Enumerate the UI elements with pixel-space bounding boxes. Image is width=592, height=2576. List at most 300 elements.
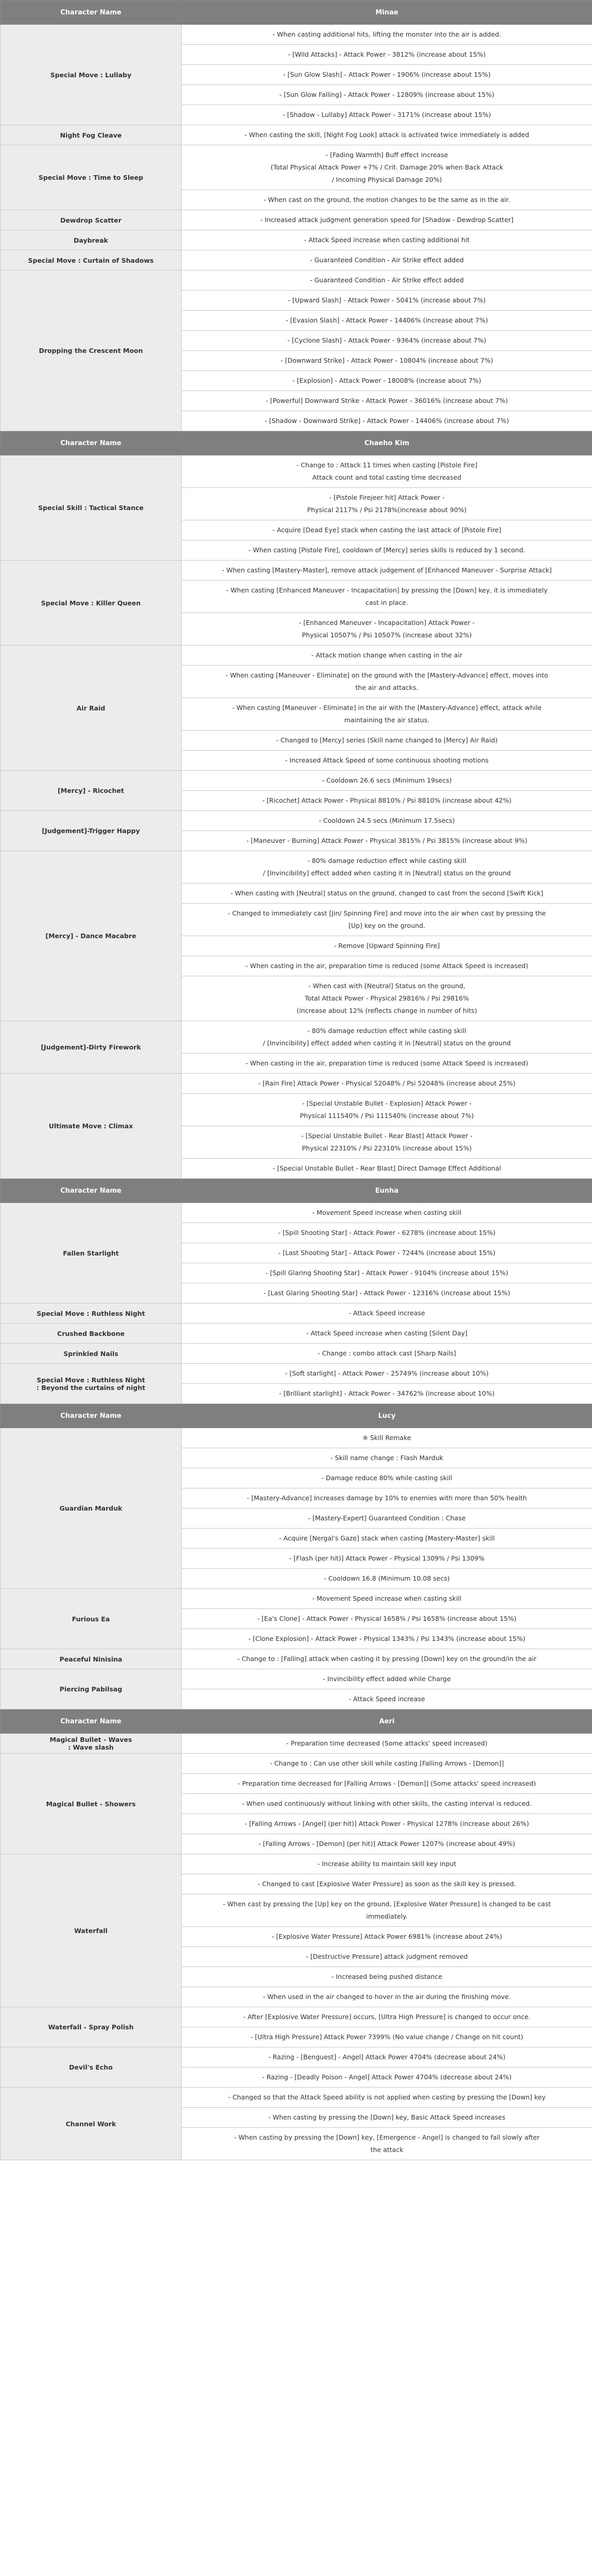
description-line: - [Sun Glow Falling] - Attack Power - 12809% (increase about 15%) bbox=[279, 91, 495, 98]
description-line: - [Spill Glaring Shooting Star] - Attack Power - 9104% (increase about 15%) bbox=[265, 1269, 509, 1277]
skill-name bbox=[1, 561, 182, 646]
description-line: - [Downward Strike] - Attack Power - 10804% (increase about 7%) bbox=[281, 357, 493, 364]
description-line: - Changed to immediately cast [Jin/ Spinning Fire] and move into the air when cast by pressing the bbox=[228, 909, 546, 917]
skill-name-line: Special Move : Lullaby bbox=[50, 71, 132, 79]
description-line: - When casting by pressing the [Down] key, [Emergence - Angel] is changed to fall slowly after bbox=[234, 2133, 540, 2141]
skill-change-description bbox=[182, 1774, 592, 1794]
description-line: - When casting [Maneuver - Eliminate] in the air with the [Mastery-Advance] effect, attack while bbox=[232, 704, 542, 711]
description-line: - Invincibility effect added while Charge bbox=[323, 1675, 451, 1683]
table-row bbox=[1, 2007, 592, 2027]
skill-change-description bbox=[182, 1384, 592, 1404]
skill-change-description bbox=[182, 85, 592, 105]
description-line: - [Destructive Pressure] attack judgment removed bbox=[306, 1953, 468, 1960]
skill-name bbox=[1, 1649, 182, 1669]
skill-change-description bbox=[182, 411, 592, 431]
table-row bbox=[1, 1203, 592, 1223]
skill-change-description bbox=[182, 1549, 592, 1569]
table-row bbox=[1, 1428, 592, 1448]
skill-name bbox=[1, 1303, 182, 1324]
skill-change-description bbox=[182, 1734, 592, 1754]
description-line: - Increase ability to maintain skill key input bbox=[317, 1860, 457, 1868]
skill-change-description bbox=[182, 1243, 592, 1263]
skill-name bbox=[1, 1428, 182, 1589]
skill-name-line: Waterfall bbox=[74, 1926, 108, 1935]
header-row-aeri bbox=[1, 1709, 592, 1734]
column-header-character-name: Character Name bbox=[1, 1709, 182, 1734]
skill-change-description bbox=[182, 1468, 592, 1488]
description-line: - [Rain Fire] Attack Power - Physical 52048% / Psi 52048% (increase about 25%) bbox=[258, 1079, 516, 1087]
skill-change-description bbox=[182, 936, 592, 956]
skill-change-description bbox=[182, 230, 592, 250]
skill-change-description bbox=[182, 1794, 592, 1814]
description-line: - Attack Speed increase when casting [Silent Day] bbox=[306, 1329, 467, 1337]
description-line: / Incoming Physical Damage 20%) bbox=[332, 176, 442, 183]
skill-change-description bbox=[182, 1529, 592, 1549]
table-row bbox=[1, 811, 592, 831]
skill-change-description bbox=[182, 1203, 592, 1223]
skill-name-line: Night Fog Cleave bbox=[60, 131, 122, 139]
table-row bbox=[1, 210, 592, 230]
skill-name bbox=[1, 1364, 182, 1404]
description-line: - [Ultra High Pressure] Attack Power 7399% (No value change / Change on hit count) bbox=[250, 2033, 524, 2041]
description-line: - [Maneuver - Burning] Attack Power - Physical 3815% / Psi 3815% (increase about 9%) bbox=[246, 837, 528, 844]
skill-change-description bbox=[182, 2047, 592, 2067]
skill-name bbox=[1, 2088, 182, 2160]
skill-change-description bbox=[182, 1159, 592, 1179]
skill-name-line: Guardian Marduk bbox=[59, 1504, 123, 1512]
skill-name bbox=[1, 1589, 182, 1649]
skill-change-description bbox=[182, 2027, 592, 2047]
description-line: - Movement Speed increase when casting skill bbox=[312, 1209, 462, 1216]
skill-change-description bbox=[182, 65, 592, 85]
skill-name bbox=[1, 851, 182, 1021]
skill-name-line: : Wave slash bbox=[68, 1743, 114, 1751]
description-line: - When casting [Enhanced Maneuver - Incapacitation] by pressing the [Down] key, it is immediately bbox=[226, 586, 548, 594]
skill-name-line: Special Move : Curtain of Shadows bbox=[28, 256, 154, 264]
skill-change-description bbox=[182, 1344, 592, 1364]
table-row bbox=[1, 1303, 592, 1324]
description-line: - [Last Shooting Star] - Attack Power - 7244% (increase about 15%) bbox=[278, 1249, 496, 1257]
skill-change-description bbox=[182, 1609, 592, 1629]
description-line: Total Attack Power - Physical 29816% / Psi 29816% bbox=[305, 994, 469, 1002]
description-line: - Cooldown 26.6 secs (Minimum 19secs) bbox=[322, 776, 452, 784]
column-header-character-name: Character Name bbox=[1, 1404, 182, 1428]
table-row bbox=[1, 646, 592, 666]
table-row bbox=[1, 1021, 592, 1054]
skill-change-description bbox=[182, 45, 592, 65]
description-line: [Up] key on the ground. bbox=[349, 922, 425, 929]
description-line: - Changed to [Mercy] series (Skill name changed to [Mercy] Air Raid) bbox=[276, 736, 498, 744]
description-line: (increase about 12% (reflects change in number of hits) bbox=[297, 1007, 477, 1014]
description-line: - 80% damage reduction effect while casting skill bbox=[307, 1027, 466, 1035]
skill-change-description bbox=[182, 666, 592, 698]
table-row bbox=[1, 2047, 592, 2067]
description-line: / [Invincibility] effect added when casting it in [Neutral] status on the ground bbox=[263, 869, 511, 877]
description-line: - Preparation time decreased for [Falling Arrows - [Demon]] (Some attacks' speed increased) bbox=[237, 1780, 536, 1787]
skill-change-description bbox=[182, 351, 592, 371]
description-line: the attack bbox=[370, 2146, 404, 2154]
skill-change-description bbox=[182, 1569, 592, 1589]
description-line: maintaining the air status. bbox=[344, 716, 430, 724]
table-row bbox=[1, 230, 592, 250]
skill-name bbox=[1, 811, 182, 851]
description-line: - [Flash (per hit)] Attack Power - Physical 1309% / Psi 1309% bbox=[289, 1554, 485, 1562]
skill-change-description bbox=[182, 1689, 592, 1709]
skill-change-description bbox=[182, 1303, 592, 1324]
skill-name bbox=[1, 145, 182, 210]
description-line: - When used in the air changed to hover in the air during the finishing move. bbox=[263, 1993, 511, 2001]
description-line: - [Pistole Firejeer hit] Attack Power - bbox=[329, 494, 445, 501]
description-line: - [Soft starlight] - Attack Power - 25749% (increase about 10%) bbox=[285, 1369, 489, 1377]
description-line: - [Ricochet] Attack Power - Physical 8810% / Psi 8810% (increase about 42%) bbox=[262, 796, 512, 804]
description-line: - Damage reduce 80% while casting skill bbox=[321, 1474, 452, 1482]
description-line: - Preparation time decreased (Some attacks' speed increased) bbox=[286, 1739, 487, 1747]
description-line: - When casting in the air, preparation time is reduced (some Attack Speed is increased) bbox=[246, 962, 528, 970]
skill-change-description bbox=[182, 831, 592, 851]
skill-name-line: Special Move : Killer Queen bbox=[41, 599, 141, 607]
header-row-chaeho-kim bbox=[1, 431, 592, 455]
skill-name bbox=[1, 1734, 182, 1754]
skill-change-description bbox=[182, 851, 592, 884]
skill-change-description bbox=[182, 613, 592, 646]
description-line: - [Mastery-Advance] Increases damage by 10% to enemies with more than 50% health bbox=[247, 1494, 527, 1502]
skill-change-description bbox=[182, 190, 592, 210]
skill-change-description bbox=[182, 488, 592, 520]
description-line: - [Special Unstable Bullet - Explosion] Attack Power - bbox=[302, 1099, 472, 1107]
description-line: - Guaranteed Condition - Air Strike effect added bbox=[310, 276, 464, 284]
table-row bbox=[1, 25, 592, 45]
description-line: - [Falling Arrows - [Demon] (per hit)] Attack Power 1207% (increase about 49%) bbox=[258, 1840, 515, 1848]
skill-change-description bbox=[182, 1589, 592, 1609]
description-line: - [Sun Glow Slash] - Attack Power - 1906% (increase about 15%) bbox=[283, 71, 491, 78]
description-line: - When used continuously without linking with other skills, the casting interval is reduced. bbox=[242, 1800, 532, 1807]
skill-change-description bbox=[182, 1754, 592, 1774]
skill-name bbox=[1, 1324, 182, 1344]
skill-change-description bbox=[182, 561, 592, 581]
description-line: ※ Skill Remake bbox=[362, 1434, 411, 1442]
description-line: - [Explosive Water Pressure] Attack Power 6981% (increase about 24%) bbox=[271, 1933, 502, 1940]
skill-change-description bbox=[182, 1834, 592, 1854]
skill-change-description bbox=[182, 1223, 592, 1243]
skill-change-description bbox=[182, 125, 592, 145]
table-row bbox=[1, 561, 592, 581]
description-line: - When casting [Maneuver - Eliminate] on the ground with the [Mastery-Advance] effect, moves into bbox=[225, 671, 548, 679]
skill-change-description bbox=[182, 1126, 592, 1159]
table-row bbox=[1, 1734, 592, 1754]
description-line: - [Ea's Clone] - Attack Power - Physical 1658% / Psi 1658% (increase about 15%) bbox=[257, 1615, 517, 1622]
character-name-header: Chaeho Kim bbox=[182, 431, 592, 455]
table-row bbox=[1, 455, 592, 488]
description-line: - When cast with [Neutral] Status on the ground, bbox=[308, 982, 465, 990]
skill-change-description bbox=[182, 331, 592, 351]
skill-name-line: Special Move : Time to Sleep bbox=[38, 174, 144, 181]
column-header-character-name: Character Name bbox=[1, 1, 182, 25]
description-line: immediately. bbox=[366, 1912, 408, 1920]
description-line: - Cooldown 16.8 (Minimum 10.08 secs) bbox=[324, 1574, 450, 1582]
skill-change-description bbox=[182, 1669, 592, 1689]
skill-name-line: Peaceful Ninisina bbox=[59, 1655, 123, 1663]
skill-name bbox=[1, 25, 182, 125]
skill-name bbox=[1, 1344, 182, 1364]
skill-name-line: : Beyond the curtains of night bbox=[36, 1383, 146, 1392]
description-line: - [Mastery-Expert] Guaranteed Condition : Chase bbox=[308, 1514, 466, 1522]
skill-change-description bbox=[182, 1987, 592, 2007]
header-row-lucy bbox=[1, 1404, 592, 1428]
skill-change-description bbox=[182, 270, 592, 291]
skill-change-description bbox=[182, 646, 592, 666]
table-row bbox=[1, 1589, 592, 1609]
table-row bbox=[1, 1344, 592, 1364]
skill-change-description bbox=[182, 455, 592, 488]
skill-name bbox=[1, 2047, 182, 2088]
description-line: - [Shadow - Downward Strike] - Attack Power - 14406% (increase about 7%) bbox=[265, 417, 509, 425]
skill-change-description bbox=[182, 520, 592, 540]
description-line: - Increased Attack Speed of some continuous shooting motions bbox=[285, 756, 489, 764]
description-line: - [Last Glaring Shooting Star] - Attack Power - 12316% (increase about 15%) bbox=[264, 1289, 510, 1297]
description-line: - [Evasion Slash] - Attack Power - 14406% (increase about 7%) bbox=[286, 316, 488, 324]
description-line: - Razing - [Benguest] - Angel] Attack Power 4704% (decrease about 24%) bbox=[268, 2053, 506, 2061]
description-line: - When casting in the air, preparation time is reduced (some Attack Speed is increased) bbox=[246, 1059, 528, 1067]
description-line: - Guaranteed Condition - Air Strike effect added bbox=[310, 256, 464, 264]
skill-change-description bbox=[182, 956, 592, 976]
description-line: / [Invincibility] effect added when casting it in [Neutral] status on the ground bbox=[263, 1039, 511, 1047]
table-row bbox=[1, 2088, 592, 2108]
skill-name bbox=[1, 1754, 182, 1854]
skill-name-line: Dropping the Crescent Moon bbox=[39, 347, 143, 354]
skill-name bbox=[1, 1203, 182, 1303]
skill-change-description bbox=[182, 1324, 592, 1344]
skill-name-line: [Judgement]-Trigger Happy bbox=[42, 827, 140, 835]
skill-name bbox=[1, 771, 182, 811]
description-line: - Acquire [Nergal's Gaze] stack when casting [Mastery-Master] skill bbox=[279, 1534, 495, 1542]
description-line: - Attack Speed increase bbox=[349, 1309, 425, 1317]
patch-notes-body bbox=[1, 1, 592, 2160]
description-line: - Razing - [Deadly Poison - Angel] Attack Power 4704% (decrease about 24%) bbox=[262, 2073, 512, 2081]
skill-name-line: Daybreak bbox=[74, 236, 108, 244]
skill-name bbox=[1, 125, 182, 145]
description-line: - Changed so that the Attack Speed ability is not applied when casting by pressing the [Down] key bbox=[228, 2093, 546, 2101]
description-line: - [Wild Attacks] - Attack Power - 3812% (increase about 15%) bbox=[288, 50, 486, 58]
description-line: - When casting with [Neutral] status on the ground, changed to cast from the second [Swift Kick] bbox=[230, 889, 544, 897]
table-row bbox=[1, 145, 592, 190]
skill-change-description bbox=[182, 581, 592, 613]
skill-change-description bbox=[182, 791, 592, 811]
character-name-header: Aeri bbox=[182, 1709, 592, 1734]
skill-change-description bbox=[182, 210, 592, 230]
skill-change-description bbox=[182, 2067, 592, 2088]
skill-change-description bbox=[182, 771, 592, 791]
table-row bbox=[1, 1854, 592, 1874]
table-row bbox=[1, 250, 592, 270]
description-line: - Remove [Upward Spinning Fire] bbox=[334, 942, 440, 950]
skill-change-description bbox=[182, 1448, 592, 1468]
description-line: - [Powerful] Downward Strike - Attack Power - 36016% (increase about 7%) bbox=[266, 397, 508, 404]
skill-change-description bbox=[182, 811, 592, 831]
skill-name-line: Magical Bullet - Showers bbox=[46, 1800, 136, 1808]
skill-change-description bbox=[182, 904, 592, 936]
skill-change-description bbox=[182, 1021, 592, 1054]
table-row bbox=[1, 771, 592, 791]
skill-name bbox=[1, 455, 182, 561]
description-line: - [Shadow - Lullaby] Attack Power - 3171% (increase about 15%) bbox=[283, 111, 491, 118]
skill-name bbox=[1, 646, 182, 771]
skill-change-description bbox=[182, 1509, 592, 1529]
description-line: Physical 10507% / Psi 10507% (increase about 32%) bbox=[302, 631, 472, 639]
description-line: - [Fading Warmth] Buff effect increase bbox=[325, 151, 448, 159]
skill-change-description bbox=[182, 1967, 592, 1987]
skill-change-description bbox=[182, 1054, 592, 1074]
description-line: - Skill name change : Flash Marduk bbox=[330, 1454, 443, 1462]
skill-change-description bbox=[182, 1649, 592, 1669]
skill-name-line: Channel Work bbox=[65, 2120, 116, 2128]
skill-change-description bbox=[182, 25, 592, 45]
description-line: Attack count and total casting time decreased bbox=[312, 473, 462, 481]
table-row bbox=[1, 1324, 592, 1344]
description-line: - When cast by pressing the [Up] key on the ground, [Explosive Water Pressure] is changed to be cast bbox=[222, 1900, 551, 1908]
character-name-header: Lucy bbox=[182, 1404, 592, 1428]
description-line: Physical 22310% / Psi 22310% (increase about 15%) bbox=[302, 1144, 472, 1152]
skill-change-description bbox=[182, 2007, 592, 2027]
skill-change-description bbox=[182, 391, 592, 411]
skill-change-description bbox=[182, 145, 592, 190]
skill-name-line: Fallen Starlight bbox=[63, 1249, 119, 1257]
table-row bbox=[1, 1364, 592, 1384]
description-line: - Change to : Attack 11 times when casting [Pistole Fire] bbox=[296, 461, 478, 469]
skill-name-line: Devil's Echo bbox=[69, 2063, 113, 2071]
description-line: - [Special Unstable Bullet - Rear Blast] Direct Damage Effect Additional bbox=[272, 1164, 501, 1172]
description-line: (Total Physical Attack Power +7% / Crit. Damage 20% when Back Attack bbox=[270, 163, 503, 171]
skill-name-line: [Mercy] - Ricochet bbox=[58, 787, 124, 794]
skill-name bbox=[1, 1669, 182, 1709]
skill-change-description bbox=[182, 1094, 592, 1126]
skill-change-description bbox=[182, 2088, 592, 2108]
skill-change-description bbox=[182, 1814, 592, 1834]
skill-change-description bbox=[182, 1629, 592, 1649]
description-line: Physical 111540% / Psi 111540% (increase about 7%) bbox=[300, 1112, 474, 1120]
skill-name bbox=[1, 210, 182, 230]
description-line: - [Spill Shooting Star] - Attack Power - 6278% (increase about 15%) bbox=[278, 1229, 496, 1236]
description-line: - When casting by pressing the [Down] key, Basic Attack Speed increases bbox=[268, 2113, 506, 2121]
skill-change-description bbox=[182, 540, 592, 561]
skill-change-description bbox=[182, 731, 592, 751]
skill-name-line: Dewdrop Scatter bbox=[60, 216, 121, 224]
skill-name bbox=[1, 1021, 182, 1074]
table-row bbox=[1, 1669, 592, 1689]
description-line: - Increased attack judgment generation speed for [Shadow - Dewdrop Scatter] bbox=[260, 216, 514, 224]
column-header-character-name: Character Name bbox=[1, 431, 182, 455]
skill-name-line: Air Raid bbox=[76, 704, 106, 712]
description-line: - When casting [Pistole Fire], cooldown of [Mercy] series skills is reduced by 1 second. bbox=[248, 546, 526, 554]
skill-change-description bbox=[182, 1283, 592, 1303]
header-row-eunha bbox=[1, 1179, 592, 1203]
skill-name-line: [Judgement]-Dirty Firework bbox=[41, 1043, 141, 1051]
description-line: - When casting the skill, [Night Fog Look] attack is activated twice immediately is added bbox=[245, 131, 529, 139]
description-line: - Movement Speed increase when casting skill bbox=[312, 1595, 462, 1602]
skill-change-description bbox=[182, 976, 592, 1021]
skill-change-description bbox=[182, 2128, 592, 2160]
table-row bbox=[1, 851, 592, 884]
description-line: - [Cyclone Slash] - Attack Power - 9364% (increase about 7%) bbox=[287, 336, 486, 344]
description-line: - Acquire [Dead Eye] stack when casting the last attack of [Pistole Fire] bbox=[272, 526, 501, 534]
description-line: - [Enhanced Maneuver - Incapacitation] Attack Power - bbox=[299, 619, 475, 626]
description-line: - [Explosion] - Attack Power - 18008% (increase about 7%) bbox=[292, 377, 481, 384]
skill-change-description bbox=[182, 884, 592, 904]
description-line: - Change : combo attack cast [Sharp Nails] bbox=[318, 1349, 456, 1357]
skill-change-description bbox=[182, 311, 592, 331]
description-line: cast in place. bbox=[365, 599, 408, 606]
table-row bbox=[1, 270, 592, 291]
description-line: - Attack Speed increase when casting additional hit bbox=[304, 236, 470, 244]
skill-name bbox=[1, 1074, 182, 1179]
skill-change-description bbox=[182, 1927, 592, 1947]
skill-change-description bbox=[182, 698, 592, 731]
skill-name-line: Special Skill : Tactical Stance bbox=[38, 504, 144, 512]
skill-name-line: Waterfall - Spray Polish bbox=[48, 2023, 134, 2031]
description-line: - After [Explosive Water Pressure] occurs, [Ultra High Pressure] is changed to occur once. bbox=[243, 2013, 531, 2021]
description-line: - When casting [Mastery-Master], remove attack judgement of [Enhanced Maneuver - Surprise Attack] bbox=[222, 566, 552, 574]
description-line: - Cooldown 24.5 secs (Minimum 17.5secs) bbox=[319, 817, 455, 824]
skill-change-description bbox=[182, 371, 592, 391]
skill-change-description bbox=[182, 1947, 592, 1967]
skill-change-description bbox=[182, 1488, 592, 1509]
skill-change-description bbox=[182, 1874, 592, 1894]
header-row-minae bbox=[1, 1, 592, 25]
skill-change-description bbox=[182, 250, 592, 270]
skill-name-line: Furious Ea bbox=[72, 1615, 110, 1623]
description-line: - Changed to cast [Explosive Water Pressure] as soon as the skill key is pressed. bbox=[257, 1880, 516, 1888]
skill-name bbox=[1, 270, 182, 431]
description-line: - When casting additional hits, lifting the monster into the air is added. bbox=[272, 30, 501, 38]
skill-name-line: Crushed Backbone bbox=[57, 1329, 125, 1337]
skill-name bbox=[1, 230, 182, 250]
skill-name-line: Piercing Pabilsag bbox=[59, 1685, 123, 1693]
description-line: - [Falling Arrows - [Angel] (per hit)] Attack Power - Physical 1278% (increase about 26%) bbox=[245, 1820, 529, 1827]
skill-name-line: Magical Bullet - Waves bbox=[49, 1736, 132, 1743]
description-line: - Attack Speed increase bbox=[349, 1695, 425, 1703]
skill-name-line: [Mercy] - Dance Macabre bbox=[45, 932, 136, 940]
skill-change-description bbox=[182, 1428, 592, 1448]
description-line: Physical 2117% / Psi 2178%(increase about 90%) bbox=[307, 506, 467, 514]
description-line: the air and attacks. bbox=[355, 684, 419, 691]
skill-change-description bbox=[182, 1263, 592, 1283]
description-line: - Change to : [Falling] attack when casting it by pressing [Down] key on the ground/in the air bbox=[237, 1655, 536, 1663]
character-name-header: Minae bbox=[182, 1, 592, 25]
description-line: - [Brilliant starlight] - Attack Power - 34762% (increase about 10%) bbox=[279, 1389, 495, 1397]
skill-change-description bbox=[182, 105, 592, 125]
description-line: - When cast on the ground, the motion changes to be the same as in the air. bbox=[264, 196, 510, 204]
skill-change-description bbox=[182, 751, 592, 771]
description-line: - Attack motion change when casting in the air bbox=[311, 651, 463, 659]
skill-name bbox=[1, 2007, 182, 2047]
skill-change-description bbox=[182, 2108, 592, 2128]
table-row bbox=[1, 1754, 592, 1774]
skill-change-description bbox=[182, 1894, 592, 1927]
table-row bbox=[1, 1649, 592, 1669]
description-line: - 80% damage reduction effect while casting skill bbox=[307, 857, 466, 865]
skill-name bbox=[1, 1854, 182, 2007]
description-line: - Increased being pushed distance bbox=[331, 1973, 443, 1980]
skill-name-line: Ultimate Move : Climax bbox=[48, 1122, 133, 1130]
table-row bbox=[1, 125, 592, 145]
skill-name-line: Special Move : Ruthless Night bbox=[37, 1376, 145, 1384]
skill-change-description bbox=[182, 1364, 592, 1384]
description-line: - Change to : Can use other skill while casting [Falling Arrows - [Demon]] bbox=[270, 1759, 504, 1767]
skill-change-description bbox=[182, 1074, 592, 1094]
skill-change-description bbox=[182, 291, 592, 311]
column-header-character-name: Character Name bbox=[1, 1179, 182, 1203]
character-name-header: Eunha bbox=[182, 1179, 592, 1203]
skill-name-line: Special Move : Ruthless Night bbox=[37, 1309, 145, 1317]
